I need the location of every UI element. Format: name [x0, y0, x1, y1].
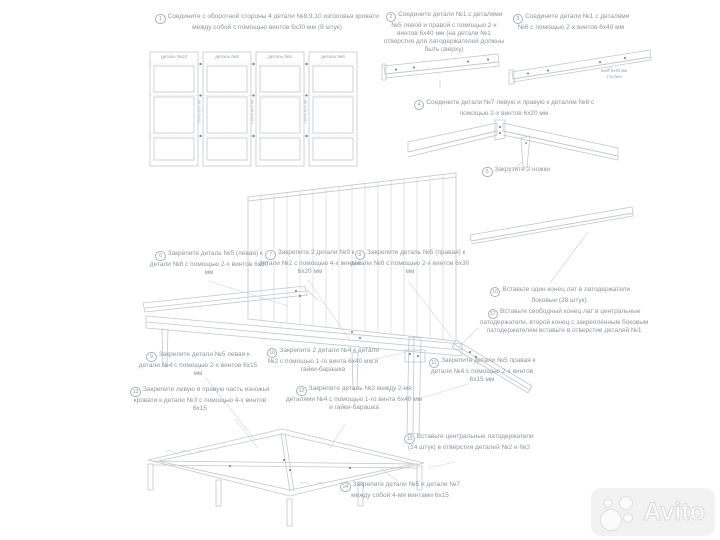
step-17-number: 17: [488, 309, 499, 320]
panel-label-8: деталь №8: [321, 54, 345, 59]
rail-no1-no5-diagram: [382, 54, 499, 88]
step-7: [256, 249, 364, 276]
step-17-text: Вставьте свободный конец лат в центральные латодержатели, второй конец с закреплённым боковым латодержателем вставьте в отверстие деталей №1: [479, 308, 649, 334]
step-7-number: 7: [265, 250, 276, 261]
screw-callout-line2: 2 штуки: [606, 73, 622, 79]
base-frame-diagram: [148, 429, 424, 526]
step-15-number: 15: [404, 434, 415, 445]
avito-watermark: [591, 488, 715, 536]
step-2-text: Соедините детали №1 с деталями №5 левой и правой с помощью 2-х винтов 6х40 мм (на детали №1 отверстия для латодержателей должны быть сверху): [383, 11, 505, 53]
step-11-text: Закрепите детали №5 правая к детали №4 с помощью 2-х винтов 6х15 мм: [430, 357, 536, 383]
panel-label-9b: деталь №9: [268, 54, 292, 59]
joint-label-2: 3 винта 6х30 мм: [250, 99, 255, 125]
step-10-number: 10: [267, 348, 278, 359]
step-9-number: 9: [146, 352, 157, 363]
step-1: [148, 13, 386, 32]
step-6-number: 6: [155, 251, 166, 262]
avito-brand-text: Avito: [643, 497, 705, 526]
step-5-text: Закрутите 2 ножки: [494, 166, 550, 173]
joint-label-3: 3 винта 6х30 мм: [303, 99, 308, 125]
step-13-text: Закрепите левую и правую часть изножья кровати к детали №3 с помощью 4-х винтов 6х15: [133, 386, 270, 412]
step-13: [126, 386, 274, 413]
step-15-text: Вставьте центральные латодержатели (14 штук) в отверстия деталей №2 и №3: [407, 433, 534, 451]
step-3-number: 3: [513, 14, 524, 25]
step-9-text: Закрепите детали №5 левая к детали №4 с помощью 2-х винтов 6х15 мм: [138, 351, 258, 377]
step-8-number: 8: [355, 250, 366, 261]
step-4-text: Соедините детали №7 левую и правую к деталям №6 с помощью 2-х винтов 6х20 мм: [426, 99, 595, 117]
step-2: [382, 11, 506, 54]
step-15: [404, 433, 534, 452]
step-14-number: 14: [340, 482, 351, 493]
step-16: [478, 286, 642, 305]
step-14-text: Закрепите детали №5 и детали №7 между собой 4-мя винтами 6х15: [351, 481, 460, 499]
step-11-number: 11: [429, 358, 440, 369]
step-16-number: 16: [490, 287, 501, 298]
step-7-text: Закрепите 2 детали №9 к детали №2 с помощью 4-х винтов 6х20 мм: [258, 249, 362, 275]
step-12-text: Закрепите деталь №3 между 2-мя деталями №4 с помощью 1-го винта 6х40 мм и гайки-барашка: [285, 385, 423, 411]
step-4-number: 4: [414, 100, 425, 111]
step-12: [284, 385, 424, 412]
avito-logo-icon: [599, 492, 637, 532]
step-6: [146, 250, 272, 277]
step-5-number: 5: [482, 167, 493, 178]
panel-label-10: деталь №10: [160, 54, 188, 59]
screw-callout: [582, 68, 646, 79]
joint-label-1: 3 винта 6х30 мм: [197, 99, 202, 125]
step-1-text: Соедините с оборотной стороны 4 детали №8,9,10 изголовья кровати между собой с помощью винтов 6х30 мм (9 штук): [167, 13, 379, 31]
step-10-text: Закрепите 2 детали №4 к детали №2 с помощью 1-го винта 6х40 мм и гайки-барашка: [267, 347, 380, 373]
step-8: [350, 249, 470, 276]
step-1-number: 1: [155, 14, 166, 25]
step-12-number: 12: [296, 386, 307, 397]
step-8-text: Закрепите деталь №5 (правая) к детали №8 с помощью 2-х винтов 6х30 мм: [350, 249, 470, 275]
panels-diagram: [150, 52, 357, 166]
step-13-number: 13: [130, 387, 141, 398]
step-14: [338, 481, 462, 500]
step-10: [264, 347, 382, 374]
step-9: [136, 351, 260, 378]
step-3: [510, 13, 632, 32]
screw-callout-line1: винт 6х40 мм: [601, 68, 627, 73]
step-4: [410, 99, 598, 118]
step-11: [424, 357, 540, 384]
step-16-text: Вставьте один конец лат в латодержатели боковые (28 штук).: [502, 286, 631, 304]
step-6-text: Закрепите деталь №5 (левая) к детали №8 с помощью 2-х винтов 6х30 мм: [149, 250, 269, 276]
panel-label-9a: деталь №9: [215, 54, 239, 59]
step-2-number: 2: [386, 12, 397, 23]
step-3-text: Соедините детали №1 с деталями №6 с помощью 2-х винтов 6х40 мм: [517, 13, 630, 31]
step-5: [464, 166, 568, 177]
slat-board-diagram: [470, 207, 633, 283]
step-17: [472, 308, 656, 335]
corner-frame-diagram: [408, 120, 618, 171]
